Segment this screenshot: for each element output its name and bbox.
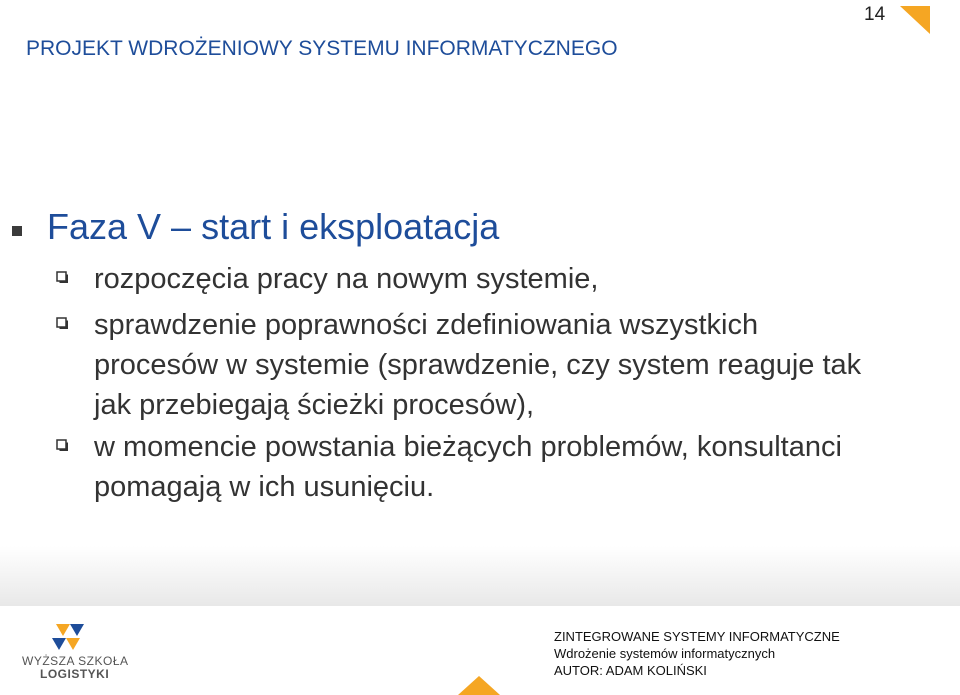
footer xyxy=(0,606,960,695)
checkbox-bullet-icon xyxy=(56,439,69,452)
checkbox-bullet-icon xyxy=(56,271,69,284)
item-line: w momencie powstania bieżących problemów, konsultanci xyxy=(94,431,842,463)
footer-subject: Wdrożenie systemów informatycznych xyxy=(554,646,776,661)
square-bullet-icon xyxy=(12,226,22,236)
footer-gradient-band xyxy=(0,546,960,606)
footer-info xyxy=(554,628,840,679)
footer-course: ZINTEGROWANE SYSTEMY INFORMATYCZNE xyxy=(554,629,840,644)
logo-text: LOGISTYKI xyxy=(40,667,110,681)
item-line: rozpoczęcia pracy na nowym systemie, xyxy=(94,263,599,295)
logo-text: WYŻSZA SZKOŁA xyxy=(22,654,129,668)
list-item xyxy=(56,427,956,507)
footer-author: AUTOR: ADAM KOLIŃSKI xyxy=(554,663,707,678)
item-line: sprawdzenie poprawności zdefiniowania wszystkich xyxy=(94,309,759,341)
orange-corner-triangle-icon xyxy=(900,6,930,34)
heading-text: Faza V – start i eksploatacja xyxy=(47,206,500,247)
list-item xyxy=(56,305,956,425)
item-line: pomagają w ich usunięciu. xyxy=(94,471,435,503)
page-number: 14 xyxy=(864,4,886,25)
header-title: PROJEKT WDROŻENIOWY SYSTEMU INFORMATYCZNEGO xyxy=(26,37,618,60)
orange-triangle-icon xyxy=(458,676,500,695)
checkbox-bullet-icon xyxy=(56,317,69,330)
list-item xyxy=(56,259,956,299)
item-line: procesów w systemie (sprawdzenie, czy system reaguje tak xyxy=(94,349,862,381)
wsl-logo-icon xyxy=(46,620,90,654)
item-line: jak przebiegają ścieżki procesów), xyxy=(94,389,535,421)
